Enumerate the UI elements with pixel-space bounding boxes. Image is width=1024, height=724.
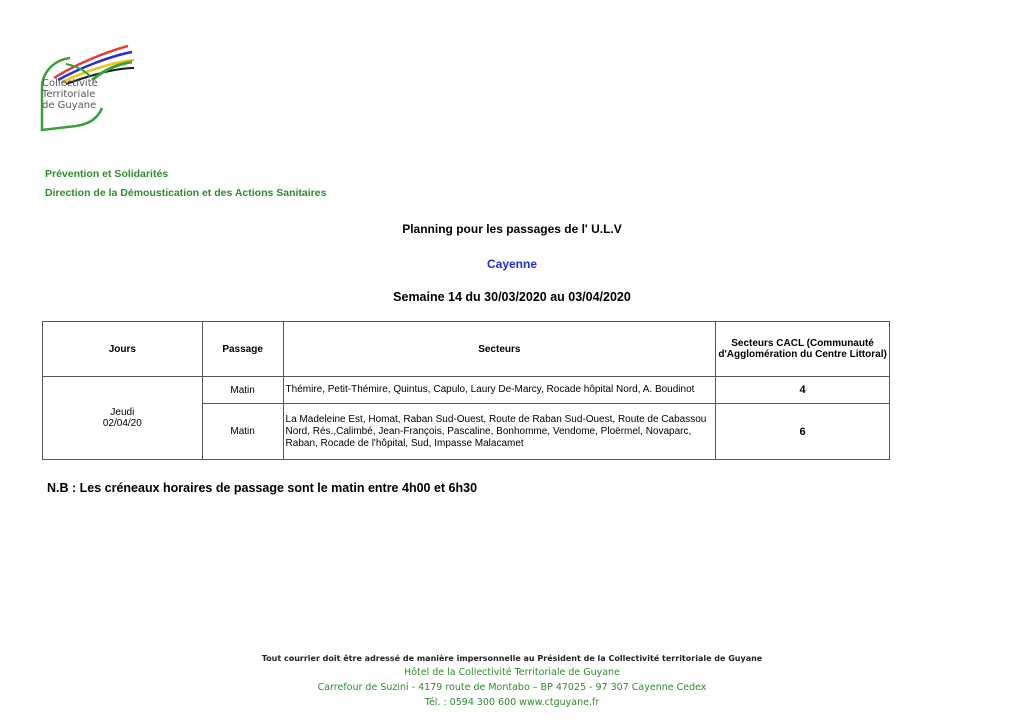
table-header-row [43,322,890,377]
logo-line-3: de Guyane [42,100,97,111]
time-note: N.B : Les créneaux horaires de passage sont le matin entre 4h00 et 6h30 [47,481,478,495]
footer-contact: Tél. : 0594 300 600 www.ctguyane.fr [424,697,600,708]
logo-line-1: Collectivité [42,78,98,89]
footer-address: Carrefour de Suzini - 4179 route de Montabo – BP 47025 - 97 307 Cayenne Cedex [317,682,707,693]
footer-hotel: Hôtel de la Collectivité Territoriale de Guyane [404,667,620,678]
department-line-2: Direction de la Démoustication et des Actions Sanitaires [45,187,327,199]
day-cell [43,377,203,460]
footer-notice: Tout courrier doit être adressé de manière impersonnelle au Président de la Collectivité territoriale de Guyane [261,654,763,663]
secteurs-cell: Thémire, Petit-Thémire, Quintus, Capulo, Laury De-Marcy, Rocade hôpital Nord, A. Boudinot [283,377,716,404]
ctg-logo [36,40,146,140]
header-passage: Passage [202,322,283,377]
planning-table [42,321,890,460]
city-heading: Cayenne [486,257,538,271]
cacl-cell: 4 [716,377,890,404]
logo-line-2: Territoriale [42,89,96,100]
passage-cell: Matin [202,404,283,460]
day-name: Jeudi [110,407,135,418]
table-row [43,377,890,404]
header-jours: Jours [43,322,203,377]
header-cacl: Secteurs CACL (Communauté d'Agglomération du Centre Littoral) [716,322,890,377]
department-line-1: Prévention et Solidarités [45,168,169,180]
cacl-cell: 6 [716,404,890,460]
secteurs-cell: La Madeleine Est, Homat, Raban Sud-Ouest, Route de Raban Sud-Ouest, Route de Cabassou Nord, Rés.,Calimbé, Jean-François, Pascaline, Bonhomme, Vendome, Ploërmel, Novaparc, Raban, Rocade de l'hôpital, Sud, Impasse Malacamet [283,404,716,460]
passage-cell: Matin [202,377,283,404]
page-title: Planning pour les passages de l' U.L.V [402,222,622,236]
day-date: 02/04/20 [102,418,142,429]
logo-text [42,78,98,111]
header-secteurs: Secteurs [283,322,716,377]
week-heading: Semaine 14 du 30/03/2020 au 03/04/2020 [393,290,631,304]
